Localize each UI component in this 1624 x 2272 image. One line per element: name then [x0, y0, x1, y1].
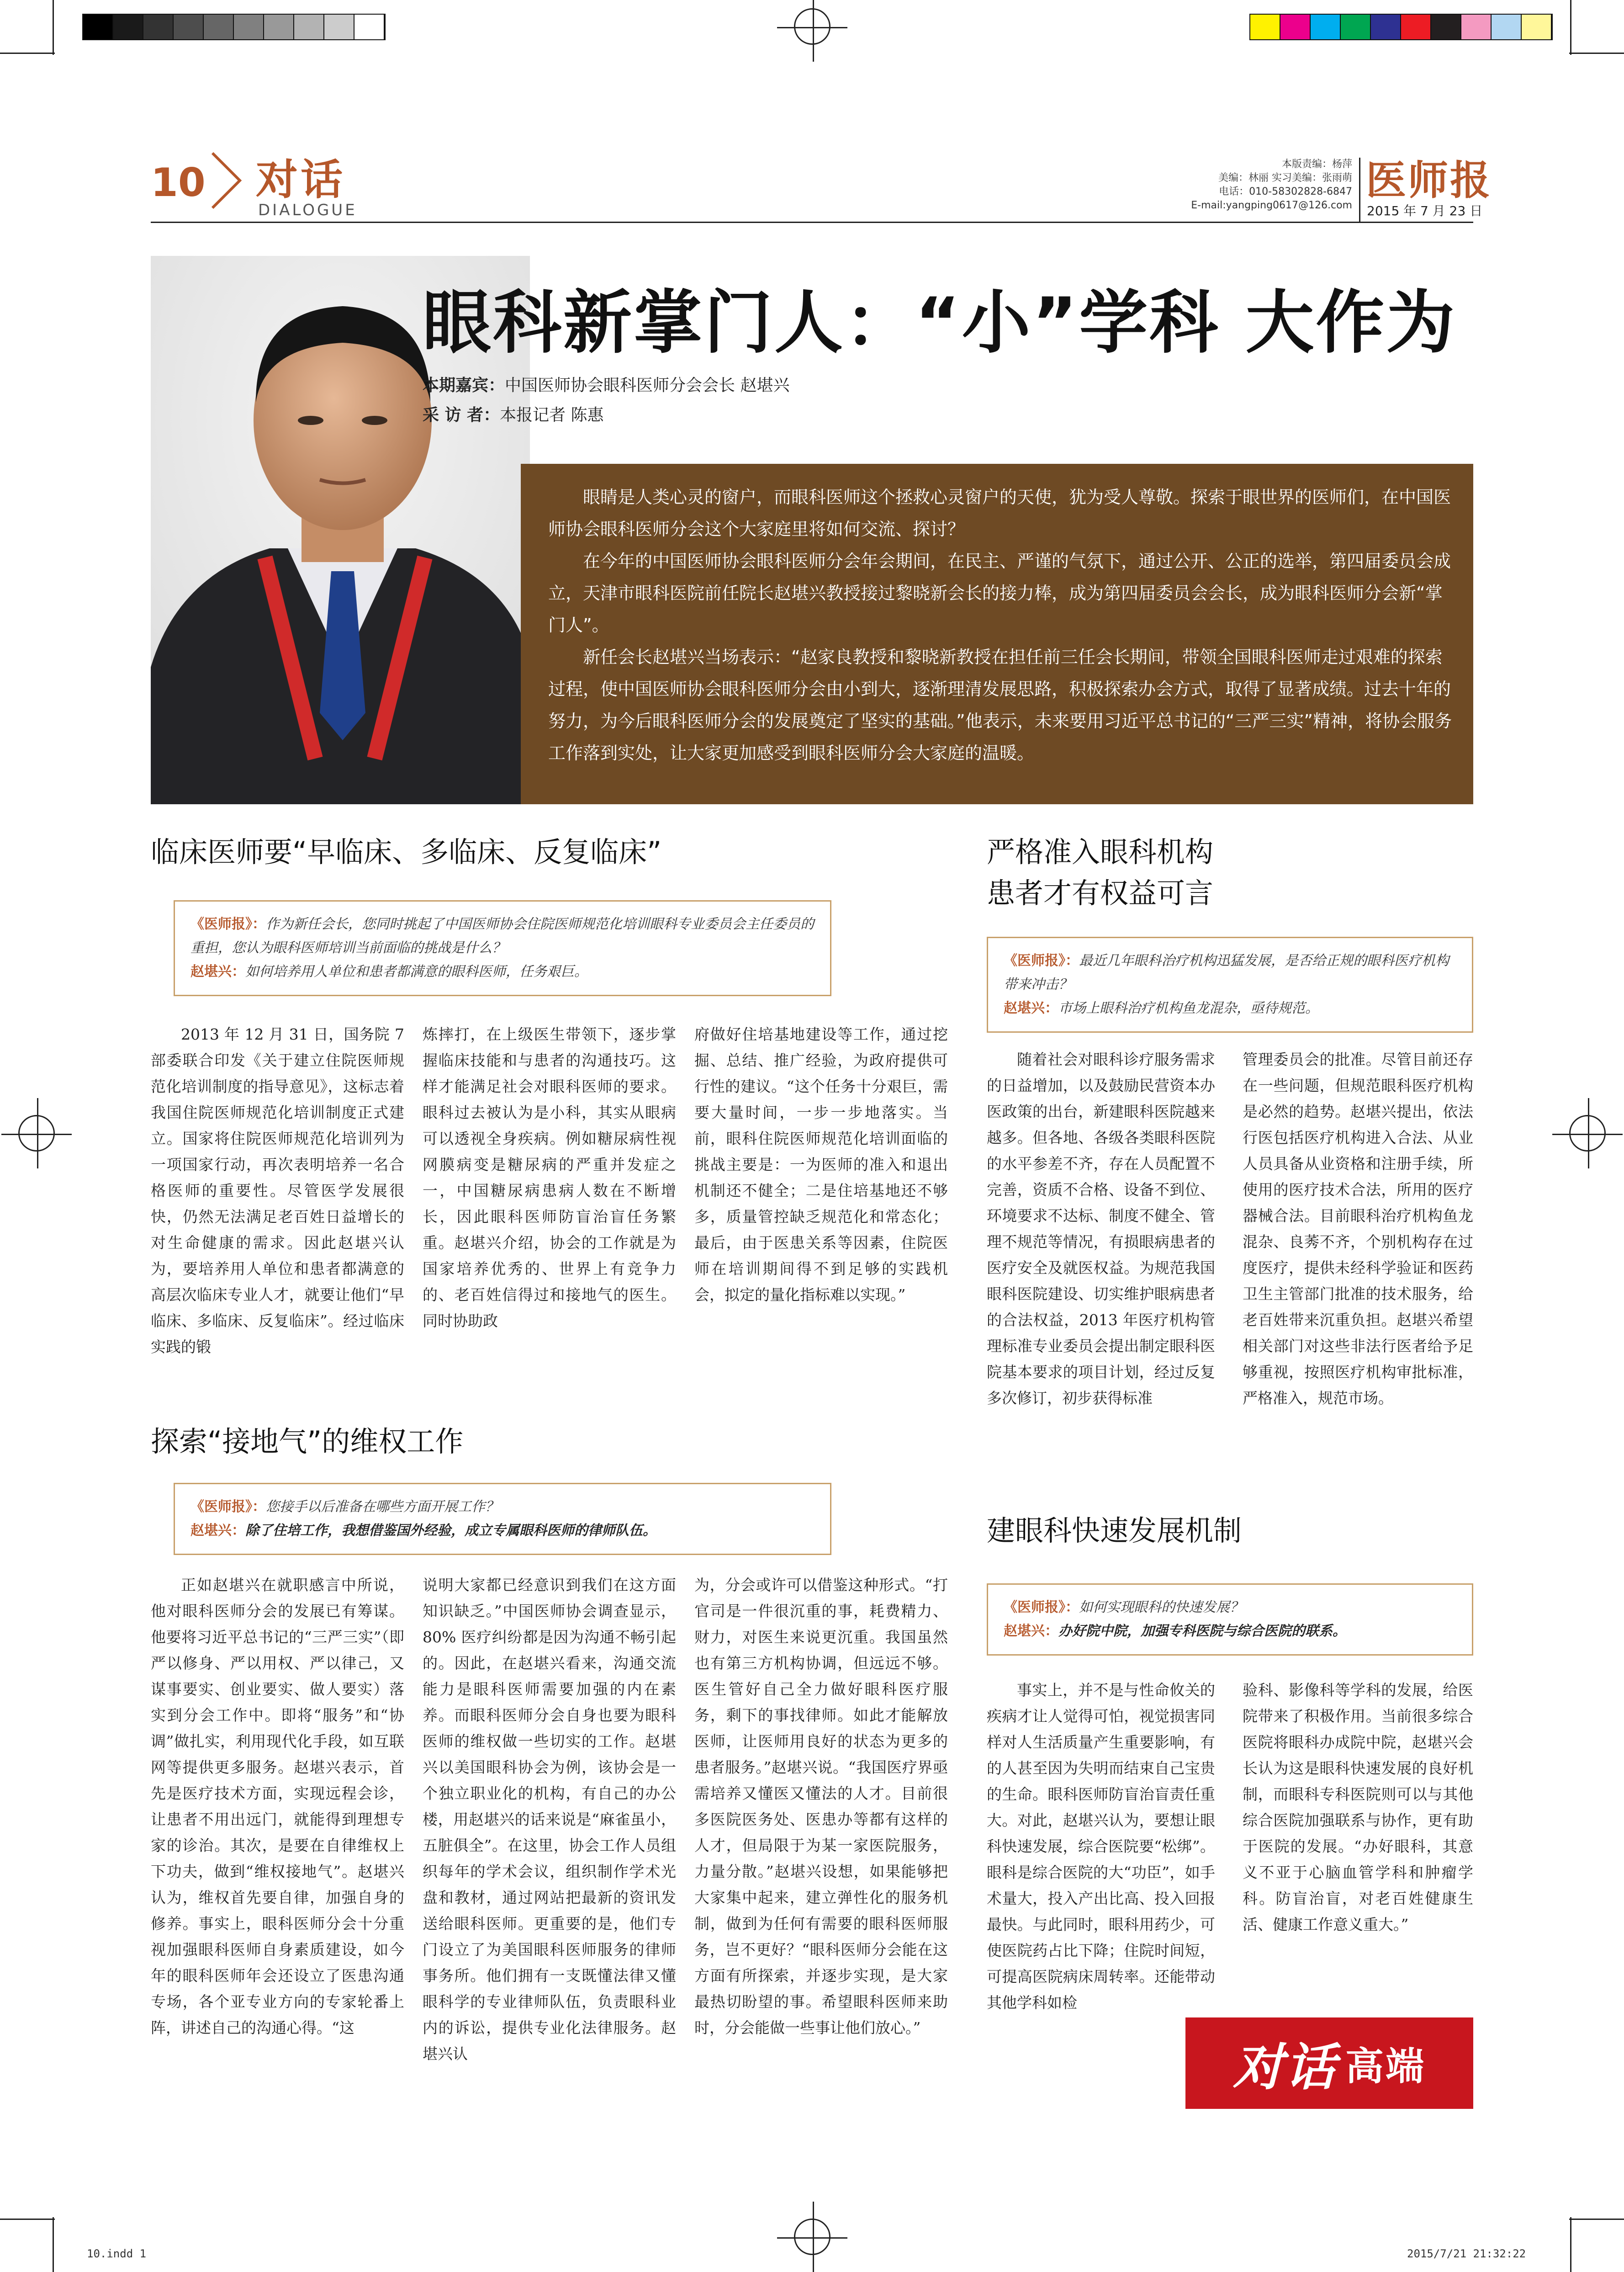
cmyk-colorbar: [1249, 14, 1553, 40]
crop-mark: [0, 53, 55, 54]
article-column: 说明大家都已经意识到我们在这方面知识缺乏。”中国医师协会调查显示，80% 医疗纠纷都是因为沟通不畅引起的。因此，在赵堪兴看来，沟通交流能力是眼科医师需要加强的内在素养。而眼科医师分会自身也要为眼科医师的维权做一些切实的工作。赵堪兴以美国眼科协会为例，该协会是一个独立职业化的机构，有自己的办公楼，用赵堪兴的话来说是“麻雀虽小，五脏俱全”。在这里，协会工作人员组织每年的学术会议，组织制作学术光盘和教材，通过网站把最新的资讯发送给眼科医师。更重要的是，他们专门设立了为美国眼科医师服务的律师事务所。他们拥有一支既懂法律又懂眼科学的专业律师队伍，负责眼科业内的诉讼，提供专业化法律服务。赵堪兴认: [423, 1576, 676, 2063]
crop-mark: [0, 2219, 55, 2220]
article-column: 事实上，并不是与性命攸关的疾病才让人觉得可怕，视觉损害同样对人生活质量产生重要影响，有的人甚至因为失明而结束自己宝贵的生命。眼科医师防盲治盲责任重大。对此，赵堪兴认为，要想让眼科快速发展，综合医院要“松绑”。眼科是综合医院的大“功臣”，如手术量大，投入产出比高、投入回报最快。与此同时，眼科用药少，可使医院药占比下降；住院时间短，可提高医院病床周转率。还能带动其他学科如检: [987, 1681, 1215, 2012]
section-heading-training: 临床医师要“早临床、多临床、反复临床”: [151, 835, 662, 869]
article-column: 正如赵堪兴在就职感言中所说，他对眼科医师分会的发展已有筹谋。他要将习近平总书记的“三严三实”（即严以修身、严以用权、严以律己，又谋事要实、创业要实、做人要实）落实到分会工作中。即将“服务”和“协调”做扎实，利用现代化手段，如互联网等提供更多服务。赵堪兴表示，首先是医疗技术方面，实现远程会诊，让患者不用出远门，就能得到理想专家的诊治。其次，是要在自律维权上下功夫，做到“维权接地气”。赵堪兴认为，维权首先要自律，加强自身的修养。事实上，眼科医师分会十分重视加强眼科医师自身素质建设，如今年的眼科医师年会还设立了医患沟通专场，各个亚专业方向的专家轮番上阵，讲述自己的沟通心得。“这: [151, 1576, 404, 2037]
color-swatch: [1341, 15, 1371, 39]
qa-box-development: 《医师报》：如何实现眼科的快速发展？ 赵堪兴：办好院中院，加强专科医院与综合医院的联系。: [987, 1583, 1473, 1656]
color-swatch: [204, 15, 234, 39]
color-swatch: [1461, 15, 1492, 39]
editor-credits: 本版责编：杨萍 美编：林丽 实习美编：张雨萌 电话：010-58302828-6847 E-mail:yangping0617@126.com: [1191, 159, 1352, 211]
print-timestamp: 2015/7/21 21:32:22: [1407, 2247, 1526, 2260]
registration-mark-top: [794, 8, 831, 45]
header-divider: [1359, 158, 1360, 222]
qa-box-training: 《医师报》：作为新任会长，您同时挑起了中国医师协会住院医师规范化培训眼科专业委员会主任委员的重担，您认为眼科医师培训当前面临的挑战是什么？ 赵堪兴：如何培养用人单位和患者都满意的眼科医师，任务艰巨。: [174, 900, 831, 996]
crop-mark: [1569, 2219, 1624, 2220]
header-rule: [151, 222, 1473, 223]
color-swatch: [1280, 15, 1311, 39]
headline: 眼科新掌门人：“小”学科 大作为: [423, 283, 1457, 363]
crop-mark: [1570, 0, 1571, 55]
article-column: 府做好住培基地建设等工作，通过挖掘、总结、推广经验，为政府提供可行性的建议。“这个任务十分艰巨，需要大量时间，一步一步地落实。当前，眼科住院医师规范化培训面临的挑战主要是：一为医师的准入和退出机制还不健全；二是住培基地还不够多，质量管控缺乏规范化和常态化；最后，由于医患关系等因素，住院医师在培训期间得不到足够的实践机会，拟定的量化指标难以实现。”: [694, 1025, 948, 1304]
intro-box: 眼睛是人类心灵的窗户，而眼科医师这个拯救心灵窗户的天使，犹为受人尊敬。探索于眼世界的医师们，在中国医师协会眼科医师分会这个大家庭里将如何交流、探讨？ 在今年的中国医师协会眼科医师分会年会期间，在民主、严谨的气氛下，通过公开、公正的选举，第四届委员会成立，天津市眼科医院前任院长赵堪兴教授接过黎晓新会长的接力棒，成为第四届委员会会长，成为眼科医师分会新“掌门人”。 新任会长赵堪兴当场表示：“赵家良教授和黎晓新教授在担任前三任会长期间，带领全国眼科医师走过艰难的探索过程，使中国医师协会眼科医师分会由小到大，逐渐理清发展思路，积极探索办会方式，取得了显著成绩。过去十年的努力，为今后眼科医师分会的发展奠定了坚实的基础。”他表示，未来要用习近平总书记的“三严三实”精神，将协会服务工作落到实处，让大家更加感受到眼科医师分会大家庭的温暖。: [521, 464, 1473, 804]
color-swatch: [174, 15, 204, 39]
registration-mark-left: [18, 1115, 55, 1152]
article-column: 2013 年 12 月 31 日，国务院 7 部委联合印发《关于建立住院医师规范化培训制度的指导意见》，这标志着我国住院医师规范化培训制度正式建立。国家将住院医师规范化培训列为一项国家行动，再次表明培养一名合格医师的重要性。尽管医学发展很快，仍然无法满足老百姓日益增长的对生命健康的需求。因此赵堪兴认为，要培养用人单位和患者都满意的高层次临床专业人才，就要让他们“早临床、多临床、反复临床”。经过临床实践的锻: [151, 1025, 404, 1356]
chevron-right-icon: [208, 151, 244, 210]
grayscale-colorbar: [82, 14, 386, 40]
color-swatch: [83, 15, 113, 39]
crop-mark: [53, 0, 54, 55]
color-swatch: [1492, 15, 1522, 39]
color-swatch: [1401, 15, 1431, 39]
issue-date: 2015 年 7 月 23 日: [1367, 203, 1483, 218]
color-swatch: [234, 15, 264, 39]
article-column: 随着社会对眼科诊疗服务需求的日益增加，以及鼓励民营资本办医政策的出台，新建眼科医院越来越多。但各地、各级各类眼科医院的水平参差不齐，存在人员配置不完善，资质不合格、设备不到位、环境要求不达标、制度不健全、管理不规范等情况，有损眼病患者的医疗安全及就医权益。为规范我国眼科医院建设、切实维护眼病患者的合法权益，2013 年医疗机构管理标准专业委员会提出制定眼科医院基本要求的项目计划，经过反复多次修订，初步获得标准: [987, 1051, 1215, 1407]
file-slug: 10.indd 1: [87, 2247, 147, 2260]
crop-mark: [53, 2217, 54, 2272]
color-swatch: [1311, 15, 1341, 39]
guest-info: 本期嘉宾：中国医师协会眼科医师分会会长 赵堪兴: [423, 376, 790, 395]
article-column: 验科、影像科等学科的发展，给医院带来了积极作用。当前很多综合医院将眼科办成院中院，赵堪兴会长认为这是眼科快速发展的良好机制，而眼科专科医院则可以与其他综合医院加强联系与协作，更有助于医院的发展。“办好眼科，其意义不亚于心脑血管学科和肿瘤学科。防盲治盲，对老百姓健康生活、健康工作意义重大。”: [1243, 1681, 1473, 1933]
section-title-en: DIALOGUE: [258, 201, 357, 219]
masthead-logo: 医师报: [1366, 156, 1492, 204]
section-title: 对话: [256, 155, 346, 204]
color-swatch: [113, 15, 143, 39]
color-swatch: [1371, 15, 1401, 39]
color-swatch: [1250, 15, 1280, 39]
color-swatch: [264, 15, 294, 39]
color-swatch: [1431, 15, 1461, 39]
section-heading-rights: 探索“接地气”的维权工作: [151, 1425, 464, 1458]
section-heading-development: 建眼科快速发展机制: [987, 1514, 1242, 1547]
color-swatch: [354, 15, 385, 39]
qa-box-rights: 《医师报》：您接手以后准备在哪些方面开展工作？ 赵堪兴：除了住培工作，我想借鉴国外经验，成立专属眼科医师的律师队伍。: [174, 1483, 831, 1555]
article-column: 为，分会或许可以借鉴这种形式。“打官司是一件很沉重的事，耗费精力、财力，对医生来说更沉重。我国虽然也有第三方机构协调，但远远不够。医生管好自己全力做好眼科医疗服务，剩下的事找律师。如此才能解放医师，让医师用良好的状态为更多的患者服务。”赵堪兴说。“我国医疗界亟需培养又懂医又懂法的人才。目前很多医院医务处、医患办等都有这样的人才，但局限于为某一家医院服务，力量分散。”赵堪兴设想，如果能够把大家集中起来，建立弹性化的服务机制，做到为任何有需要的眼科医师服务，岂不更好？“眼科医师分会能在这方面有所探索，并逐步实现，是大家最热切盼望的事。希望眼科医师来助时，分会能做一些事让他们放心。”: [694, 1576, 948, 2037]
color-swatch: [1522, 15, 1552, 39]
page-number: 10: [151, 160, 206, 206]
registration-mark-right: [1569, 1115, 1606, 1152]
article-column: 管理委员会的批准。尽管目前还存在一些问题，但规范眼科医疗机构是必然的趋势。赵堪兴提出，依法行医包括医疗机构进入合法、从业人员具备从业资格和注册手续，所使用的医疗技术合法，所用的医疗器械合法。目前眼科治疗机构鱼龙混杂、良莠不齐，个别机构存在过度医疗，提供未经科学验证和医药卫生主管部门批准的技术服务，给老百姓带来沉重负担。赵堪兴希望相关部门对这些非法行医者给予足够重视，按照医疗机构审批标准，严格准入，规范市场。: [1243, 1051, 1473, 1407]
section-heading-access: 严格准入眼科机构 患者才有权益可言: [987, 835, 1214, 910]
registration-mark-bottom: [794, 2219, 831, 2255]
qa-box-access: 《医师报》：最近几年眼科治疗机构迅猛发展，是否给正规的眼科医疗机构带来冲击？ 赵堪兴：市场上眼科治疗机构鱼龙混杂，亟待规范。: [987, 937, 1473, 1033]
crop-mark: [1569, 53, 1624, 54]
interviewer-info: 采 访 者：本报记者 陈惠: [423, 406, 604, 425]
color-swatch: [324, 15, 354, 39]
article-column: 炼摔打，在上级医生带领下，逐步掌握临床技能和与患者的沟通技巧。这样才能满足社会对眼科医师的要求。眼科过去被认为是小科，其实从眼病可以透视全身疾病。例如糖尿病性视网膜病变是糖尿病的严重并发症之一，中国糖尿病患病人数在不断增长，因此眼科医师防盲治盲任务繁重。赵堪兴介绍，协会的工作就是为国家培养优秀的、世界上有竞争力的、老百姓信得过和接地气的医生。同时协助政: [423, 1025, 676, 1330]
color-swatch: [294, 15, 324, 39]
crop-mark: [1570, 2217, 1571, 2272]
dialogue-high-end-logo: 对话 高端: [1185, 2017, 1473, 2109]
color-swatch: [143, 15, 174, 39]
